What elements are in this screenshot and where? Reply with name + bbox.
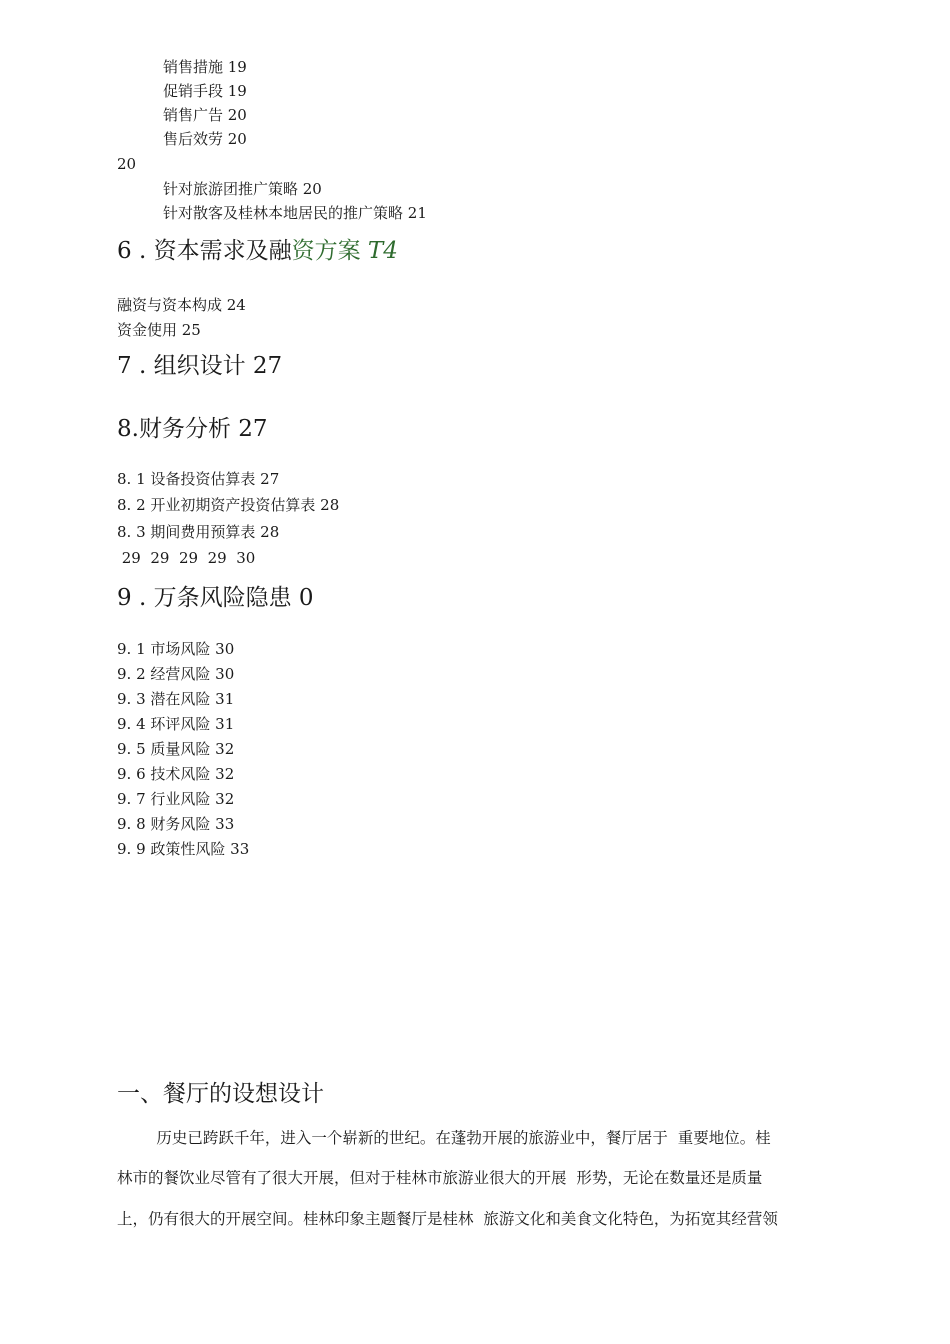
toc-item[interactable]: 9. 9 政策性风险 33 — [117, 840, 250, 858]
toc-item[interactable]: 销售广告 20 — [163, 106, 247, 124]
body-paragraph-line: 林市的餐饮业尽管有了很大开展，但对于桂林市旅游业很大的开展 形势，无论在数量还是质量 — [117, 1169, 763, 1187]
toc-item[interactable]: 9. 7 行业风险 32 — [117, 790, 235, 808]
toc-section-8[interactable]: 8.财务分析 27 — [117, 416, 268, 442]
toc-item[interactable]: 资金使用 25 — [117, 321, 201, 339]
toc-item[interactable]: 9. 4 环评风险 31 — [117, 715, 235, 733]
toc-item[interactable]: 融资与资本构成 24 — [117, 296, 246, 314]
toc-section-9[interactable]: 9 . 万条风险隐患 0 — [117, 585, 314, 611]
chapter-heading: 一、餐厅的设想设计 — [117, 1081, 324, 1107]
toc-item[interactable]: 8. 1 设备投资估算表 27 — [117, 470, 280, 488]
toc-item[interactable]: 针对散客及桂林本地居民的推广策略 21 — [163, 204, 427, 222]
toc-page-number: 20 — [117, 155, 137, 173]
toc-item[interactable]: 9. 6 技术风险 32 — [117, 765, 235, 783]
toc-section-6[interactable] — [117, 236, 398, 266]
toc-item[interactable]: 售后效劳 20 — [163, 130, 247, 148]
toc-section-6-prefix: 6 . 资本需求及融 — [117, 238, 292, 264]
toc-item[interactable]: 9. 8 财务风险 33 — [117, 815, 235, 833]
toc-item[interactable]: 针对旅游团推广策略 20 — [163, 180, 322, 198]
toc-section-6-page: T4 — [367, 238, 398, 264]
toc-item[interactable]: 9. 3 潜在风险 31 — [117, 690, 235, 708]
toc-item[interactable]: 销售措施 19 — [163, 58, 247, 76]
toc-page-numbers: 29 29 29 29 30 — [117, 549, 256, 567]
body-paragraph-line: 历史已跨跃千年，进入一个崭新的世纪。在蓬勃开展的旅游业中，餐厅居于 重要地位。桂 — [117, 1129, 771, 1147]
toc-item[interactable]: 9. 2 经营风险 30 — [117, 665, 235, 683]
body-paragraph-line: 上，仍有很大的开展空间。桂林印象主题餐厅是桂林 旅游文化和美食文化特色，为拓宽其经营领 — [117, 1210, 778, 1228]
toc-item[interactable]: 8. 3 期间费用预算表 28 — [117, 523, 280, 541]
toc-item[interactable]: 促销手段 19 — [163, 82, 247, 100]
toc-item[interactable]: 9. 5 质量风险 32 — [117, 740, 235, 758]
toc-item[interactable]: 8. 2 开业初期资产投资估算表 28 — [117, 496, 340, 514]
toc-item[interactable]: 9. 1 市场风险 30 — [117, 640, 235, 658]
toc-section-7[interactable]: 7 . 组织设计 27 — [117, 353, 283, 379]
toc-section-6-green-text: 资方案 — [291, 238, 361, 264]
